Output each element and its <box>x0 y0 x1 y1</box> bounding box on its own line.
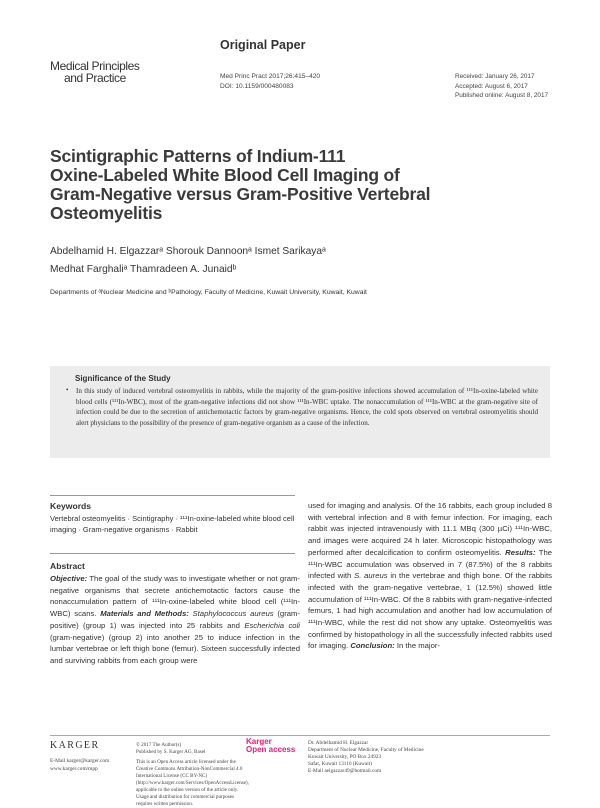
publisher-contact <box>50 758 109 773</box>
objective-label: Objective: <box>50 574 88 583</box>
methods-label: Materials and Methods: <box>100 609 189 619</box>
contact-city: Safat, Kuwait 13110 (Kuwait) <box>308 761 372 767</box>
organism-ecoli: Escherichia coli <box>244 620 300 630</box>
open-access-logo <box>246 738 296 753</box>
contact-univ: Kuwait University, PO Box 24923 <box>308 754 382 760</box>
author-list <box>50 243 326 279</box>
journal-name-line1: Medical Principles <box>50 59 140 73</box>
objective-text: The goal of the study was to investigate whether or not gram-negative organisms that secrete antichemotactic factors cause the nonaccumulation pattern of ¹¹¹In-oxine-labeled white blood cell (¹¹¹In-WBC) scans. <box>50 574 300 619</box>
doi[interactable]: DOI: 10.1159/000480083 <box>220 83 294 90</box>
oa-line2: Open access <box>246 744 296 754</box>
abstract-heading: Abstract <box>50 561 85 571</box>
title-line4: Osteomyelitis <box>50 203 163 223</box>
keywords-divider <box>50 495 295 496</box>
authors-line2: Medhat Farghaliᵃ Thamradeen A. Junaidᵇ <box>50 264 237 275</box>
contact-name: Dr. Abdelhamid H. Elgazzar <box>308 740 369 746</box>
contact-email[interactable]: E-Mail aelgazzar49@hotmail.com <box>308 768 382 774</box>
publisher-email[interactable]: E-Mail karger@karger.com <box>50 758 110 764</box>
journal-name-line2: and Practice <box>64 71 126 85</box>
contact-dept: Department of Nuclear Medicine, Faculty of Medicine <box>308 747 424 753</box>
license-text: This is an Open Access article licensed under the Creative Commons Attribution-NonCommercial 4.0 International License (CC BY-NC) (http://www.karger.com/Services/OpenAccessLicense), applicable to the online version of the article only. Usage and distribution for commercial purposes requires written permission. <box>136 759 249 807</box>
affiliation: Departments of ᵃNuclear Medicine and ᵇPathology, Faculty of Medicine, Kuwait University, Kuwait, Kuwait <box>50 289 367 296</box>
continued-text: used for imaging and analysis. Of the 16 rabbits, each group included 8 with vertebral infection and 8 with femur infection. For imaging, each rabbit was injected intravenously with 11.1 MBq (300 µCi) ¹¹¹In-WBC, and images were acquired 24 h later. Microscopic histopathology was performed after decalcification to confirm osteomyelitis. <box>308 501 552 557</box>
accepted-date: Accepted: August 6, 2017 <box>455 82 528 90</box>
publisher-logo: KARGER <box>50 740 100 751</box>
title-line1: Scintigraphic Patterns of Indium-111 <box>50 146 346 166</box>
title-line3: Gram-Negative versus Gram-Positive Vertebral <box>50 184 431 204</box>
journal-logo <box>50 60 140 84</box>
keywords-heading: Keywords <box>50 501 92 511</box>
dates-block <box>455 72 548 101</box>
abstract-divider <box>50 553 295 554</box>
methods-mid: (gram-positive) (group 1) was injected into 25 rabbits and <box>50 609 300 630</box>
correspondence <box>308 740 498 775</box>
section-label: Original Paper <box>220 38 306 52</box>
citation: Med Princ Pract 2017;26:415–420 <box>220 73 321 80</box>
conclusion-label: Conclusion: <box>350 641 395 651</box>
significance-heading: Significance of the Study <box>75 374 171 383</box>
organism-staph: Staphylococcus aureus <box>192 609 274 619</box>
significance-text: In this study of induced vertebral osteomyelitis in rabbits, while the majority of the gram-positive infections showed accumulation of ¹¹¹In-oxine-labeled white blood cells (¹¹¹In-WBC), most of the gram-negative infections did not show ¹¹¹In-WBC uptake. The nonaccumulation of ¹¹¹In-WBC at the gram-negative site of infection could be due to the secretion of antichemotactic factors by gram-negative organisms. Hence, the cold spots observed on vertebral osteomyelitis should alert physicians to the possibility of the presence of gram-negative organism as a cause of the infection. <box>76 387 538 427</box>
authors-line1: Abdelhamid H. Elgazzarᵃ Shorouk Dannoonᵃ Ismet Sarikayaᵃ <box>50 246 326 257</box>
copyright: © 2017 The Author(s) <box>136 742 182 748</box>
citation-block <box>220 72 320 92</box>
abstract-right-column <box>308 500 552 652</box>
methods-text: (gram-negative) (group 2) into another 25 to induce infection in the lumbar vertebrae or left thigh bone (femur). Sixteen successfully infected and surviving rabbits from each group were <box>50 632 300 665</box>
published-date: Published online: August 8, 2017 <box>455 92 549 99</box>
conclusion-text: In the major- <box>394 641 441 651</box>
paper-title <box>50 147 480 223</box>
results-label: Results: <box>505 547 536 557</box>
oa-line1: Karger <box>246 737 272 746</box>
keywords-text: Vertebral osteomyelitis · Scintigraphy · ¹¹¹In-oxine-labeled white blood cell imaging · Gram-negative organisms · Rabbit <box>50 514 295 534</box>
abstract-left-column <box>50 573 300 667</box>
published-by: Published by S. Karger AG, Basel <box>136 749 206 755</box>
bullet-icon: • <box>66 386 69 394</box>
title-line2: Oxine-Labeled White Blood Cell Imaging of <box>50 165 400 185</box>
received-date: Received: January 26, 2017 <box>455 73 535 80</box>
publisher-website[interactable]: www.karger.com/mpp <box>50 765 98 772</box>
results-text: The ¹¹¹In-WBC accumulation was observed in 7 (87.5%) of the 8 rabbits infected with <box>308 547 553 581</box>
results-text2: in the vertebrae and thigh bone. Of the rabbits infected with the gram-negative vertebrae, 1 (12.5%) showed little accumulation of ¹¹¹In-WBC. Of the 8 rabbits with gram-negative-infected femurs, 1 had high accumulation and another had low accumulation of ¹¹¹In-WBC, while the rest did not show any uptake. Osteomyelitis was confirmed by histopathology in all the successfully infected rabbits used for imaging. <box>308 571 552 651</box>
organism-saureus: S. aureus <box>354 571 388 581</box>
footer-divider <box>50 735 550 736</box>
